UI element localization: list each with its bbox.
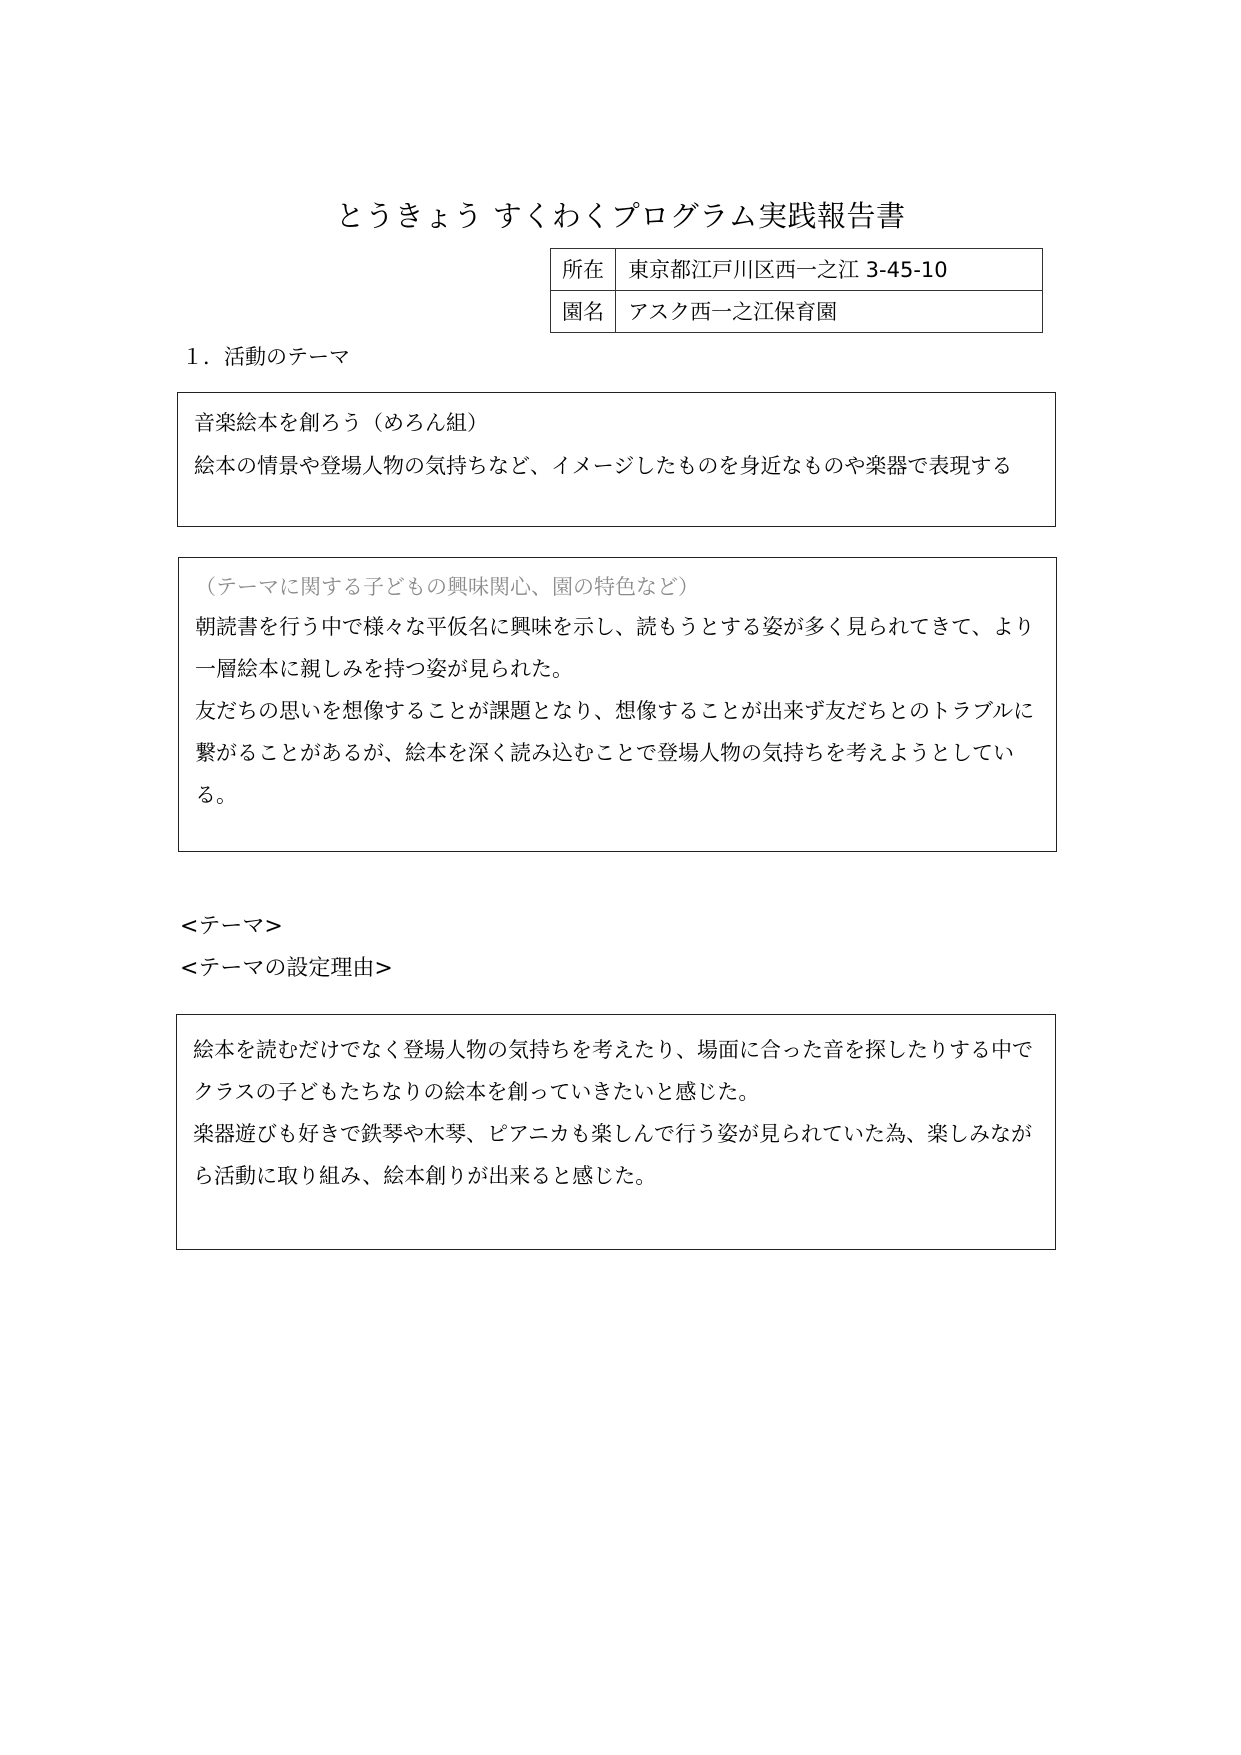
document-title: とうきょう すくわくプログラム実践報告書: [335, 199, 906, 233]
theme-label: <テーマ>: [180, 914, 283, 939]
facility-name-value: アスク西一之江保育園: [616, 291, 1043, 333]
location-label: 所在: [551, 249, 616, 291]
facility-name-label: 園名: [551, 291, 616, 333]
interest-paragraph-1: 朝読書を行う中で様々な平仮名に興味を示し、読もうとする姿が多く見られてきて、より一層絵本に親しみを持つ姿が見られた。: [195, 615, 1035, 681]
location-row: [551, 249, 1043, 291]
location-value: 東京都江戸川区西一之江 3-45-10: [616, 249, 1043, 291]
facility-info-table: [550, 248, 1043, 333]
interest-box: [178, 557, 1057, 852]
theme-title: 音楽絵本を創ろう（めろん組）: [194, 411, 488, 435]
reason-paragraph-2: 楽器遊びも好きで鉄琴や木琴、ピアニカも楽しんで行う姿が見られていた為、楽しみながら活動に取り組み、絵本創りが出来ると感じた。: [193, 1122, 1032, 1188]
theme-description: 絵本の情景や登場人物の気持ちなど、イメージしたものを身近なものや楽器で表現する: [194, 454, 1013, 478]
section-heading-activity-theme: １．活動のテーマ: [182, 345, 350, 369]
reason-paragraph-1: 絵本を読むだけでなく登場人物の気持ちを考えたり、場面に合った音を探したりする中でクラスの子どもたちなりの絵本を創っていきたいと感じた。: [193, 1038, 1033, 1104]
name-row: [551, 291, 1043, 333]
theme-box: [177, 392, 1056, 527]
interest-paragraph-2: 友だちの思いを想像することが課題となり、想像することが出来ず友だちとのトラブルに繋がることがあるが、絵本を深く読み込むことで登場人物の気持ちを考えようとしている。: [195, 699, 1035, 807]
interest-hint: （テーマに関する子どもの興味関心、園の特色など）: [195, 575, 699, 599]
reason-label: <テーマの設定理由>: [180, 956, 393, 981]
reason-box: [176, 1014, 1056, 1250]
